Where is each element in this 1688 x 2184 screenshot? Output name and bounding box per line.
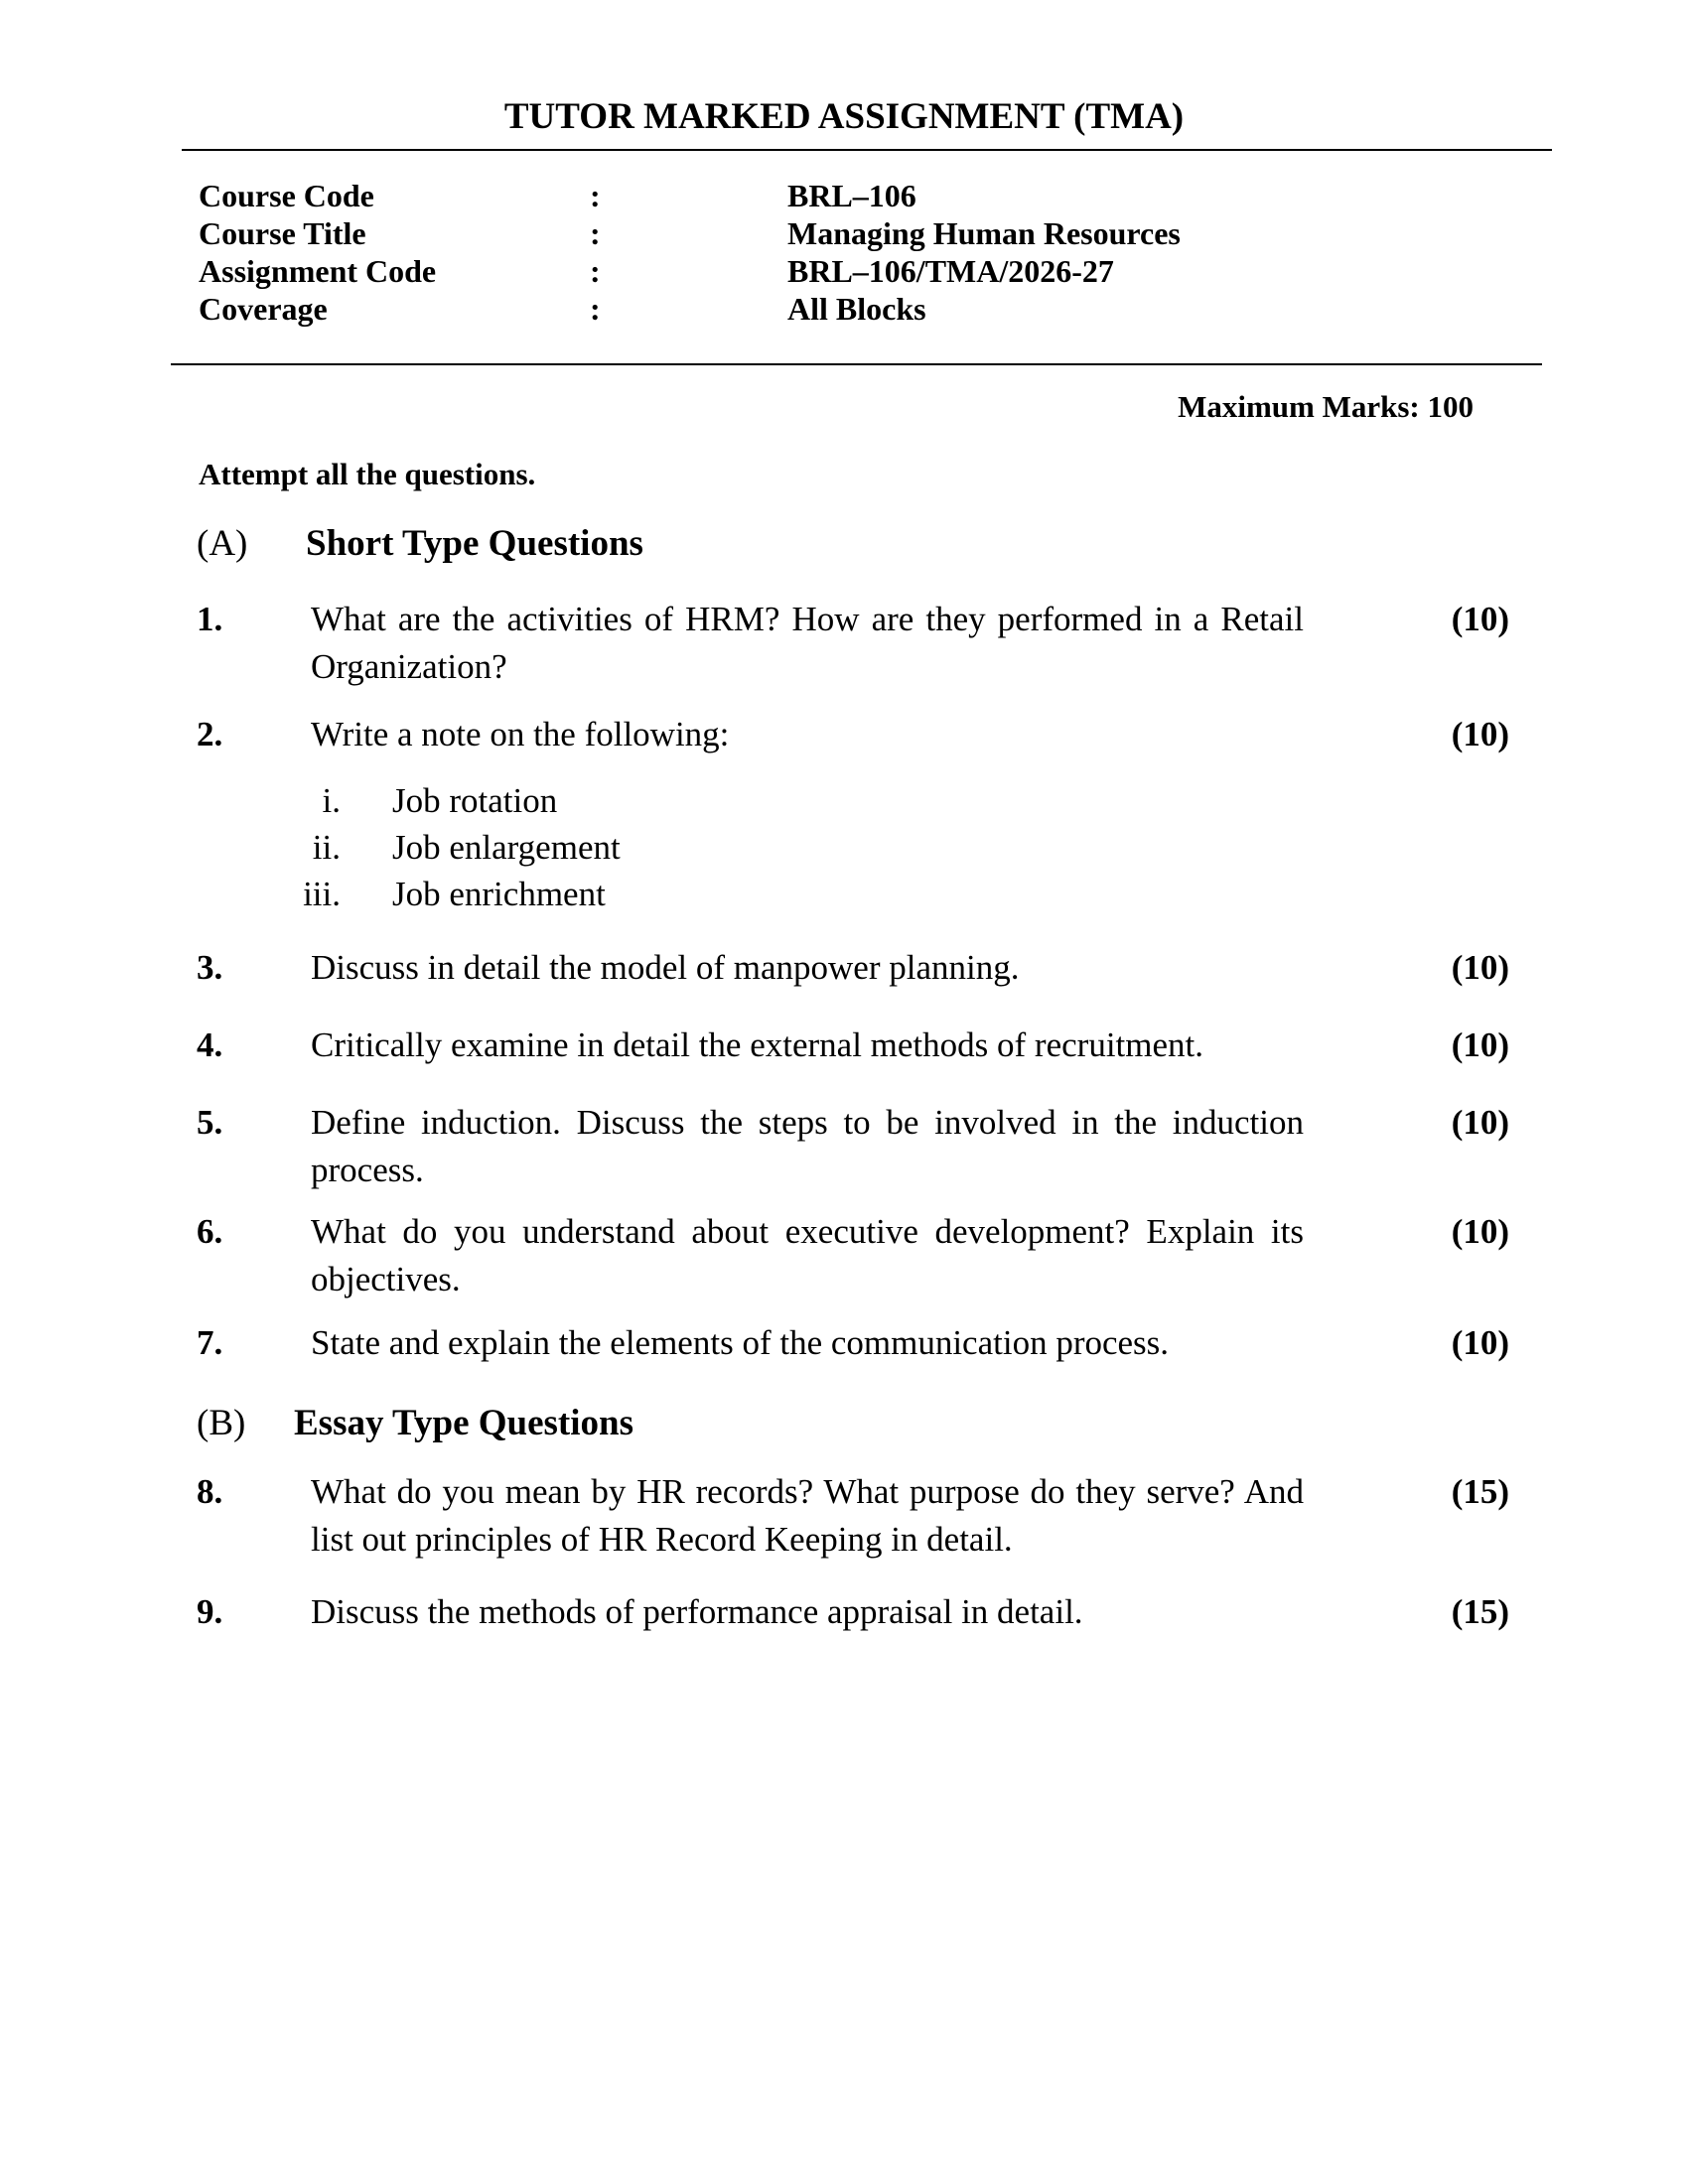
subitem-text: Job enlargement (392, 828, 621, 867)
question-number: 9. (197, 1592, 223, 1631)
question-text: Discuss the methods of performance appraisal in detail. (311, 1592, 1083, 1631)
course-title-label: Course Title (199, 215, 366, 251)
question-text: Critically examine in detail the external methods of recruitment. (311, 1025, 1203, 1064)
meta-colon: : (590, 215, 601, 251)
question-number: 3. (197, 948, 223, 987)
page-title: TUTOR MARKED ASSIGNMENT (TMA) (503, 96, 1185, 137)
question-marks: (10) (1451, 1323, 1509, 1362)
instruction-text: Attempt all the questions. (199, 457, 536, 491)
question-text: Discuss in detail the model of manpower planning. (311, 948, 1020, 987)
section-b-title: Essay Type Questions (294, 1403, 633, 1443)
question-number: 1. (197, 600, 223, 638)
meta-colon: : (590, 253, 601, 289)
maximum-marks: Maximum Marks: 100 (1178, 389, 1474, 424)
section-a-title: Short Type Questions (306, 523, 643, 564)
title-underline (182, 149, 1552, 151)
question-text: What do you mean by HR records? What purpose do they serve? And list out principles of HR Record Keeping in detail. (311, 1472, 1304, 1559)
question-marks: (10) (1451, 1103, 1509, 1142)
question-marks: (15) (1451, 1472, 1509, 1511)
question-marks: (10) (1451, 1025, 1509, 1064)
course-title-value: Managing Human Resources (787, 215, 1181, 251)
question-number: 4. (197, 1025, 223, 1064)
question-marks: (10) (1451, 600, 1509, 638)
subitem-number: iii. (303, 875, 341, 913)
question-text: State and explain the elements of the communication process. (311, 1323, 1170, 1362)
subitem-number: i. (322, 781, 341, 820)
question-text: Define induction. Discuss the steps to be involved in the induction process. (311, 1103, 1304, 1189)
course-code-label: Course Code (199, 178, 374, 213)
subitem-text: Job rotation (392, 781, 558, 820)
coverage-value: All Blocks (787, 291, 926, 327)
question-marks: (10) (1451, 948, 1509, 987)
assignment-code-value: BRL–106/TMA/2026-27 (787, 253, 1114, 289)
question-marks: (10) (1451, 1212, 1509, 1251)
question-text: Write a note on the following: (311, 715, 730, 753)
question-marks: (15) (1451, 1592, 1509, 1631)
meta-divider (171, 363, 1542, 365)
subitem-text: Job enrichment (392, 875, 606, 913)
question-text: What do you understand about executive development? Explain its objectives. (311, 1212, 1304, 1298)
question-marks: (10) (1451, 715, 1509, 753)
question-number: 5. (197, 1103, 223, 1142)
meta-colon: : (590, 291, 601, 327)
section-a-letter: (A) (197, 523, 248, 564)
question-number: 7. (197, 1323, 223, 1362)
coverage-label: Coverage (199, 291, 328, 327)
assignment-code-label: Assignment Code (199, 253, 437, 289)
question-text: What are the activities of HRM? How are they performed in a Retail Organization? (311, 600, 1304, 686)
subitem-number: ii. (312, 828, 341, 867)
question-number: 6. (197, 1212, 223, 1251)
section-b-letter: (B) (197, 1403, 246, 1443)
question-number: 2. (197, 715, 223, 753)
question-number: 8. (197, 1472, 223, 1511)
meta-colon: : (590, 178, 601, 213)
course-code-value: BRL–106 (787, 178, 916, 213)
